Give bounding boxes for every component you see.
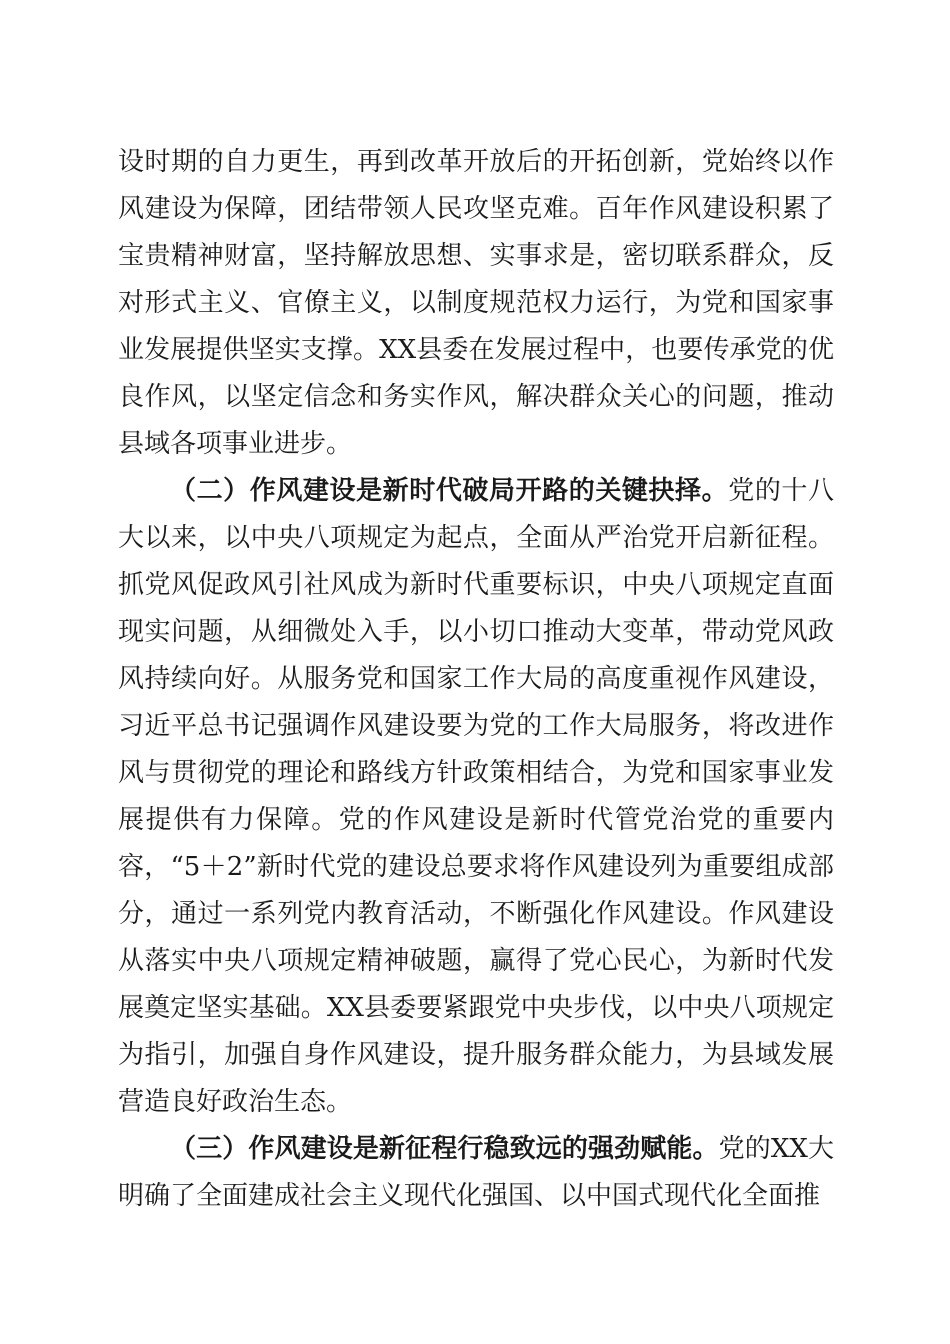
document-body — [118, 139, 834, 1220]
paragraph-section-2 — [118, 468, 834, 1126]
section-heading: （二）作风建设是新时代破局开路的关键抉择。 — [170, 476, 729, 506]
paragraph-body: 党的XX大明确了全面建成社会主义现代化强国、以中国式现代化全面推 — [118, 1134, 834, 1211]
paragraph-continuation — [118, 139, 834, 468]
section-heading: （三）作风建设是新征程行稳致远的强劲赋能。 — [170, 1134, 719, 1164]
paragraph-body: 设时期的自力更生，再到改革开放后的开拓创新，党始终以作风建设为保障，团结带领人民攻坚克难。百年作风建设积累了宝贵精神财富，坚持解放思想、实事求是，密切联系群众，反对形式主义、官僚主义，以制度规范权力运行，为党和国家事业发展提供坚实支撑。XX县委在发展过程中，也要传承党的优良作风，以坚定信念和务实作风，解决群众关心的问题，推动县域各项事业进步。 — [118, 147, 834, 459]
paragraph-section-3 — [118, 1126, 834, 1220]
paragraph-body: 党的十八大以来，以中央八项规定为起点，全面从严治党开启新征程。抓党风促政风引社风成为新时代重要标识，中央八项规定直面现实问题，从细微处入手，以小切口推动大变革，带动党风政风持续向好。从服务党和国家工作大局的高度重视作风建设，习近平总书记强调作风建设要为党的工作大局服务，将改进作风与贯彻党的理论和路线方针政策相结合，为党和国家事业发展提供有力保障。党的作风建设是新时代管党治党的重要内容，“5＋2”新时代党的建设总要求将作风建设列为重要组成部分，通过一系列党内教育活动，不断强化作风建设。作风建设从落实中央八项规定精神破题，赢得了党心民心，为新时代发展奠定坚实基础。XX县委要紧跟党中央步伐，以中央八项规定为指引，加强自身作风建设，提升服务群众能力，为县域发展营造良好政治生态。 — [118, 476, 834, 1117]
